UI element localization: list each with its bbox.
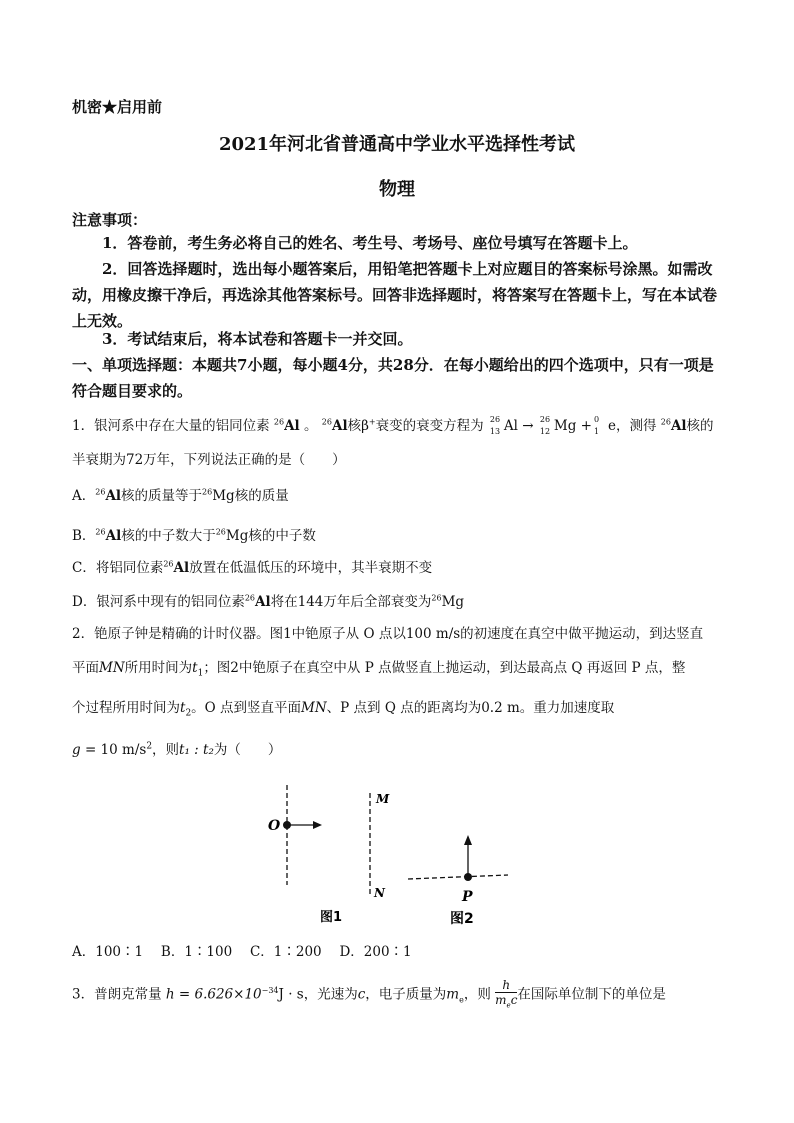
q1-text-d: 衰变的衰变方程为 — [375, 418, 484, 434]
fig1-caption: 图1 — [320, 910, 343, 925]
section-1-heading: 一、单项选择题：本题共7小题，每小题4分，共28分．在每小题给出的四个选项中，只有一项是符合题目要求的。 — [72, 356, 714, 400]
q1-eq-e-iso: 0 1 — [593, 414, 600, 436]
q1-text-e: ，测得 — [615, 418, 657, 434]
q1-iso-mass: 26 — [273, 417, 285, 427]
fig2-caption: 图2 — [450, 911, 474, 927]
q1-option-b: B．$^{26}$Al核的中子数大于$^{26}$Mg核的中子数 — [72, 527, 316, 544]
q2-line-4: g = 10 $m/s^2$，则t₁ : t₂为（ ） — [72, 741, 282, 758]
q1-iso-mass-2: 26 — [321, 417, 332, 427]
label-n: N — [374, 886, 385, 900]
q2-figure — [250, 785, 510, 935]
q1-eq-al: Al — [503, 418, 518, 434]
q1-al-3: Al — [670, 418, 687, 434]
h-over-mec-fraction: $\frac{h}{m_ec}$ — [495, 978, 518, 1010]
q3-line-1: 3．普朗克常量 $h = 6.626\times 10^{-34}J \cdot s$，光速为c，电子质量为$m_e$，则 $\frac{h}{m_ec}$ 在国际单位制下的单位是 — [72, 978, 666, 1012]
q2-line-1: 2．铯原子钟是精确的计时仪器。图1中铯原子从 O 点以100 m/s的初速度在真空中做平抛运动，到达竖直 — [72, 626, 704, 642]
q1-option-c: C．将铝同位素$^{26}$Al放置在低温低压的环境中，其半衰期不变 — [72, 559, 433, 576]
fig2-dashed-line — [408, 875, 508, 879]
exam-title: 2021年河北省普通高中学业水平选择性考试 — [218, 134, 576, 155]
notice-item-3: 3．考试结束后，将本试卷和答题卡一并交回。 — [102, 330, 413, 348]
planck-constant: h = 6.626×10 — [165, 986, 262, 1003]
q1-line-1: 1．银河系中存在大量的铝同位素 $^{26}$Al 。 $^{26}$Al核β+衰变的衰变方程为 26 13 Al → 26 12 Mg + 0 1 e，测得 $^{26}$Al核的 — [72, 414, 714, 436]
q2-line-2: 平面MN所用时间为$t_1$；图2中铯原子在真空中从 P 点做竖直上抛运动，到达最高点 Q 再返回 P 点，整 — [72, 660, 686, 679]
notice-item-1: 1．答卷前，考生务必将自己的姓名、考生号、考场号、座位号填写在答题卡上。 — [102, 234, 638, 252]
q1-al: Al — [284, 418, 300, 434]
q2-options: A．100∶1 B．1∶100 C．1∶200 D．200∶1 — [72, 944, 412, 960]
q2-line-3: 个过程所用时间为$t_2$。O 点到竖直平面MN、P 点到 Q 点的距离均为0.2 m。重力加速度取 — [72, 700, 615, 719]
arrow-head-p — [464, 835, 472, 845]
q1-text-c: 核β — [347, 418, 369, 434]
subject-title: 物理 — [379, 179, 415, 200]
q1-al-2: Al — [331, 418, 348, 434]
q1-iso-mass-3: 26 — [660, 417, 671, 427]
label-p: P — [462, 889, 473, 905]
confidential-mark: 机密★启用前 — [72, 98, 163, 116]
q1-text-b: 。 — [303, 418, 318, 434]
q1-eq-mg: Mg — [553, 418, 577, 434]
q1-line-2: 半衰期为72万年，下列说法正确的是（ ） — [72, 452, 346, 468]
notice-heading: 注意事项： — [72, 211, 148, 229]
q1-eq-mg-iso: 26 12 — [539, 414, 551, 436]
q1-option-d: D．银河系中现有的铝同位素$^{26}$Al将在144万年后全部衰变为$^{26}$Mg — [72, 593, 465, 610]
label-o: O — [268, 818, 281, 834]
q1-eq-al-iso: 26 13 — [489, 414, 501, 436]
notice-item-2: 2．回答选择题时，选出每小题答案后，用铅笔把答题卡上对应题目的答案标号涂黑。如需改动，用橡皮擦干净后，再选涂其他答案标号。回答非选择题时，将答案写在答题卡上，写在本试卷上无效。 — [72, 260, 718, 330]
q1-option-a: A．$^{26}$Al核的质量等于$^{26}$Mg核的质量 — [72, 487, 289, 504]
q1-text-f: 核的 — [686, 418, 714, 434]
q1-eq-e: e — [607, 418, 616, 434]
q1-text-a: 1．银河系中存在大量的铝同位素 — [72, 418, 270, 434]
q1-beta-sup: + — [368, 417, 376, 427]
q1-eq-arrow: → — [522, 418, 534, 434]
arrow-head-o — [313, 821, 322, 829]
label-m: M — [376, 792, 390, 806]
